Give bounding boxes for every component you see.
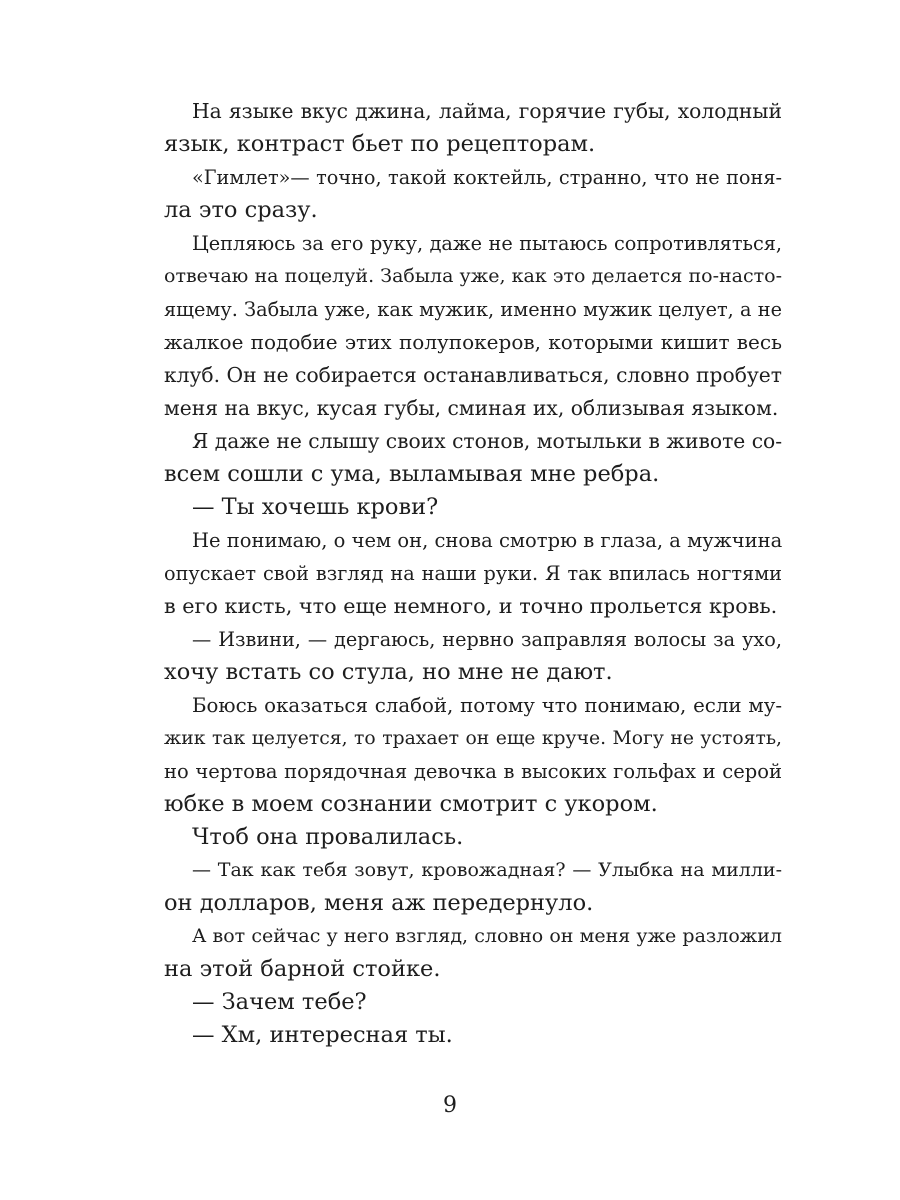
body-text (164, 95, 782, 1052)
text-line: хочу встать со стула, но мне не дают. (164, 659, 613, 685)
page-number: 9 (443, 1093, 457, 1118)
text-line: но чертова порядочная девочка в высоких гольфах и серой (164, 760, 782, 783)
text-line: юбке в моем сознании смотрит с укором. (164, 791, 658, 817)
text-line: язык, контраст бьет по рецепторам. (164, 131, 596, 157)
text-line: — Извини, — дергаюсь, нервно заправляя волосы за ухо, (192, 628, 782, 651)
text-line: всем сошли с ума, выламывая мне ребра. (164, 461, 660, 487)
text-line: Чтоб она провалилась. (192, 824, 464, 850)
text-line: в его кисть, что еще немного, и точно прольется кровь. (164, 594, 778, 618)
text-line: На языке вкус джина, лайма, горячие губы, холодный (192, 99, 782, 123)
text-line: Я даже не слышу своих стонов, мотыльки в животе со- (192, 429, 783, 453)
text-line: — Ты хочешь крови? (192, 494, 439, 520)
text-line: он долларов, меня аж передернуло. (164, 890, 594, 916)
text-line: «Гимлет»— точно, такой коктейль, странно, что не поня- (192, 166, 782, 189)
text-line: — Зачем тебе? (192, 989, 367, 1015)
text-line: Не понимаю, о чем он, снова смотрю в глаза, а мужчина (192, 529, 783, 552)
text-line: ящему. Забыла уже, как мужик, именно мужик целует, а не (164, 298, 782, 321)
text-line: ла это сразу. (164, 197, 318, 223)
text-line: Боюсь оказаться слабой, потому что понимаю, если му- (192, 694, 782, 717)
text-line: отвечаю на поцелуй. Забыла уже, как это делается по-насто- (164, 265, 782, 287)
text-line: на этой барной стойке. (164, 956, 441, 982)
text-line: А вот сейчас у него взгляд, словно он меня уже разложил (192, 925, 782, 947)
text-line: — Хм, интересная ты. (192, 1022, 453, 1048)
text-line: опускает свой взгляд на наши руки. Я так впилась ногтями (164, 562, 782, 585)
text-line: клуб. Он не собирается останавливаться, словно пробует (164, 363, 782, 387)
text-line: — Так как тебя зовут, кровожадная? — Улыбка на милли- (192, 859, 782, 881)
text-line: жалкое подобие этих полупокеров, которыми кишит весь (164, 330, 782, 354)
text-line: Цепляюсь за его руку, даже не пытаюсь сопротивляться, (192, 232, 782, 255)
text-line: жик так целуется, то трахает он еще круче. Могу не устоять, (164, 728, 782, 749)
text-line: меня на вкус, кусая губы, сминая их, облизывая языком. (164, 396, 779, 420)
